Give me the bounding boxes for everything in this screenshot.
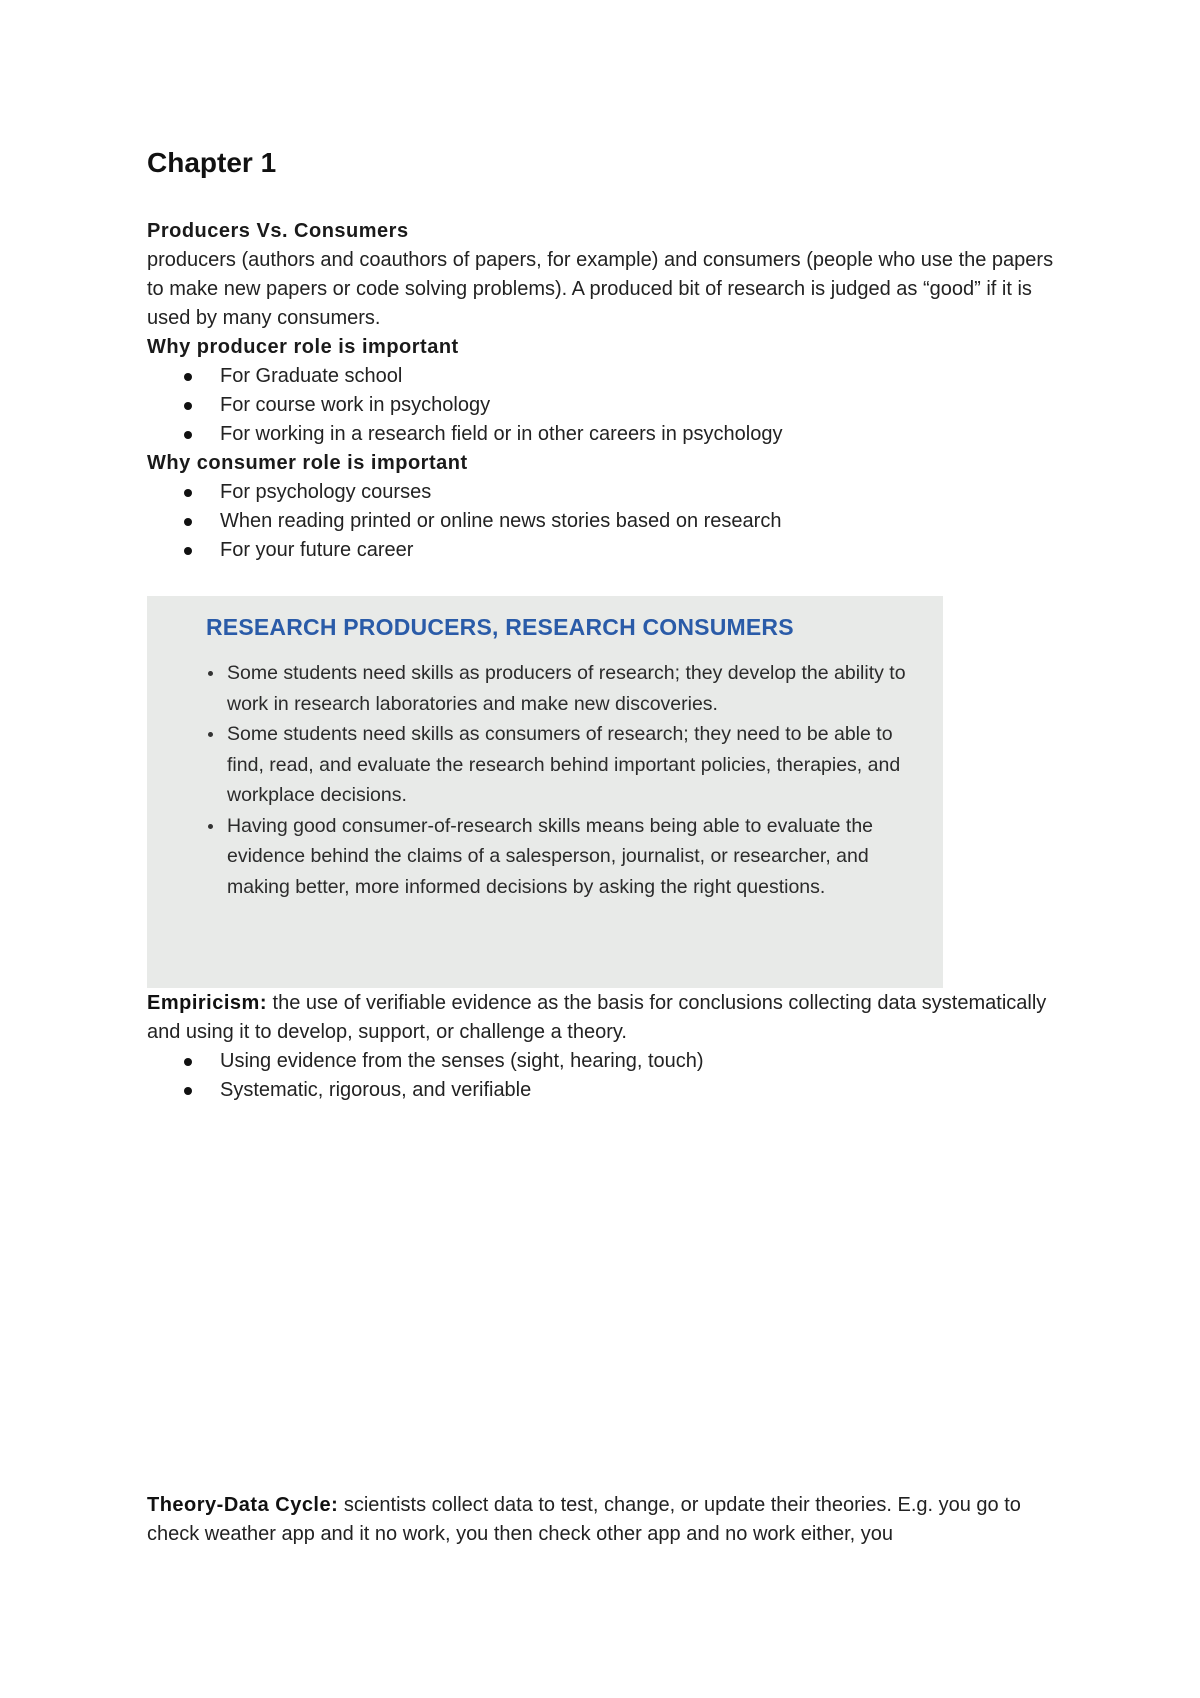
research-figure bbox=[147, 596, 943, 988]
list-item bbox=[184, 420, 1067, 449]
list-item-text: For psychology courses bbox=[220, 481, 432, 503]
figure-title: RESEARCH PRODUCERS, RESEARCH CONSUMERS bbox=[206, 614, 794, 640]
bullet-icon bbox=[184, 373, 192, 381]
figure-list bbox=[206, 658, 916, 902]
figure-item-text: Some students need skills as producers of research; they develop the ability to work in research laboratories and make new discoveries. bbox=[227, 662, 906, 715]
list-item-text: Using evidence from the senses (sight, hearing, touch) bbox=[220, 1050, 704, 1072]
chapter-title: Chapter 1 bbox=[147, 147, 277, 178]
consumer-role-list bbox=[147, 478, 1067, 565]
list-item-text: Systematic, rigorous, and verifiable bbox=[220, 1079, 532, 1101]
bullet-icon bbox=[184, 402, 192, 410]
theory-data-cycle-term: Theory-Data Cycle: bbox=[147, 1494, 339, 1516]
producers-consumers-heading: Producers Vs. Consumers bbox=[147, 220, 409, 242]
list-item-text: For Graduate school bbox=[220, 365, 403, 387]
list-item bbox=[184, 391, 1067, 420]
figure-list-item bbox=[206, 719, 916, 811]
list-item bbox=[184, 478, 1067, 507]
bullet-icon bbox=[184, 1087, 192, 1095]
producer-role-heading: Why producer role is important bbox=[147, 336, 459, 358]
list-item bbox=[184, 1076, 1067, 1105]
producers-consumers-paragraph: producers (authors and coauthors of papers, for example) and consumers (people who use the papers to make new papers or code solving problems). A produced bit of research is judged as “good” if it is used by many consumers. bbox=[147, 249, 1054, 329]
empiricism-term: Empiricism: bbox=[147, 992, 267, 1014]
list-item bbox=[184, 536, 1067, 565]
list-item-text: For your future career bbox=[220, 539, 414, 561]
consumer-role-heading: Why consumer role is important bbox=[147, 452, 468, 474]
list-item bbox=[184, 507, 1067, 536]
empiricism-list bbox=[147, 1047, 1067, 1105]
empiricism-definition: the use of verifiable evidence as the basis for conclusions collecting data systematically and using it to develop, support, or challenge a theory. bbox=[147, 992, 1047, 1043]
figure-list-item bbox=[206, 658, 916, 719]
list-item-text: For working in a research field or in other careers in psychology bbox=[220, 423, 783, 445]
bullet-icon bbox=[184, 518, 192, 526]
bullet-icon bbox=[208, 671, 213, 676]
figure-item-text: Some students need skills as consumers of research; they need to be able to find, read, and evaluate the research behind important policies, therapies, and workplace decisions. bbox=[227, 723, 901, 806]
empiricism-section bbox=[147, 989, 1067, 1105]
empiricism-paragraph bbox=[147, 989, 1067, 1047]
list-item bbox=[184, 1047, 1067, 1076]
document-content bbox=[147, 143, 1067, 565]
producer-role-list bbox=[147, 362, 1067, 449]
theory-data-cycle-paragraph bbox=[147, 1491, 1067, 1549]
list-item bbox=[184, 362, 1067, 391]
bullet-icon bbox=[184, 547, 192, 555]
list-item-text: When reading printed or online news stories based on research bbox=[220, 510, 782, 532]
bullet-icon bbox=[184, 1058, 192, 1066]
theory-data-cycle-definition: scientists collect data to test, change, or update their theories. E.g. you go to check weather app and it no work, you then check other app and no work either, you bbox=[147, 1494, 1021, 1545]
figure-list-item bbox=[206, 811, 916, 903]
bullet-icon bbox=[208, 824, 213, 829]
theory-data-cycle-section bbox=[147, 1491, 1067, 1549]
bullet-icon bbox=[184, 431, 192, 439]
bullet-icon bbox=[208, 732, 213, 737]
list-item-text: For course work in psychology bbox=[220, 394, 491, 416]
figure-item-text: Having good consumer-of-research skills means being able to evaluate the evidence behind the claims of a salesperson, journalist, or researcher, and making better, more informed decisions by asking the right questions. bbox=[227, 814, 874, 898]
bullet-icon bbox=[184, 489, 192, 497]
